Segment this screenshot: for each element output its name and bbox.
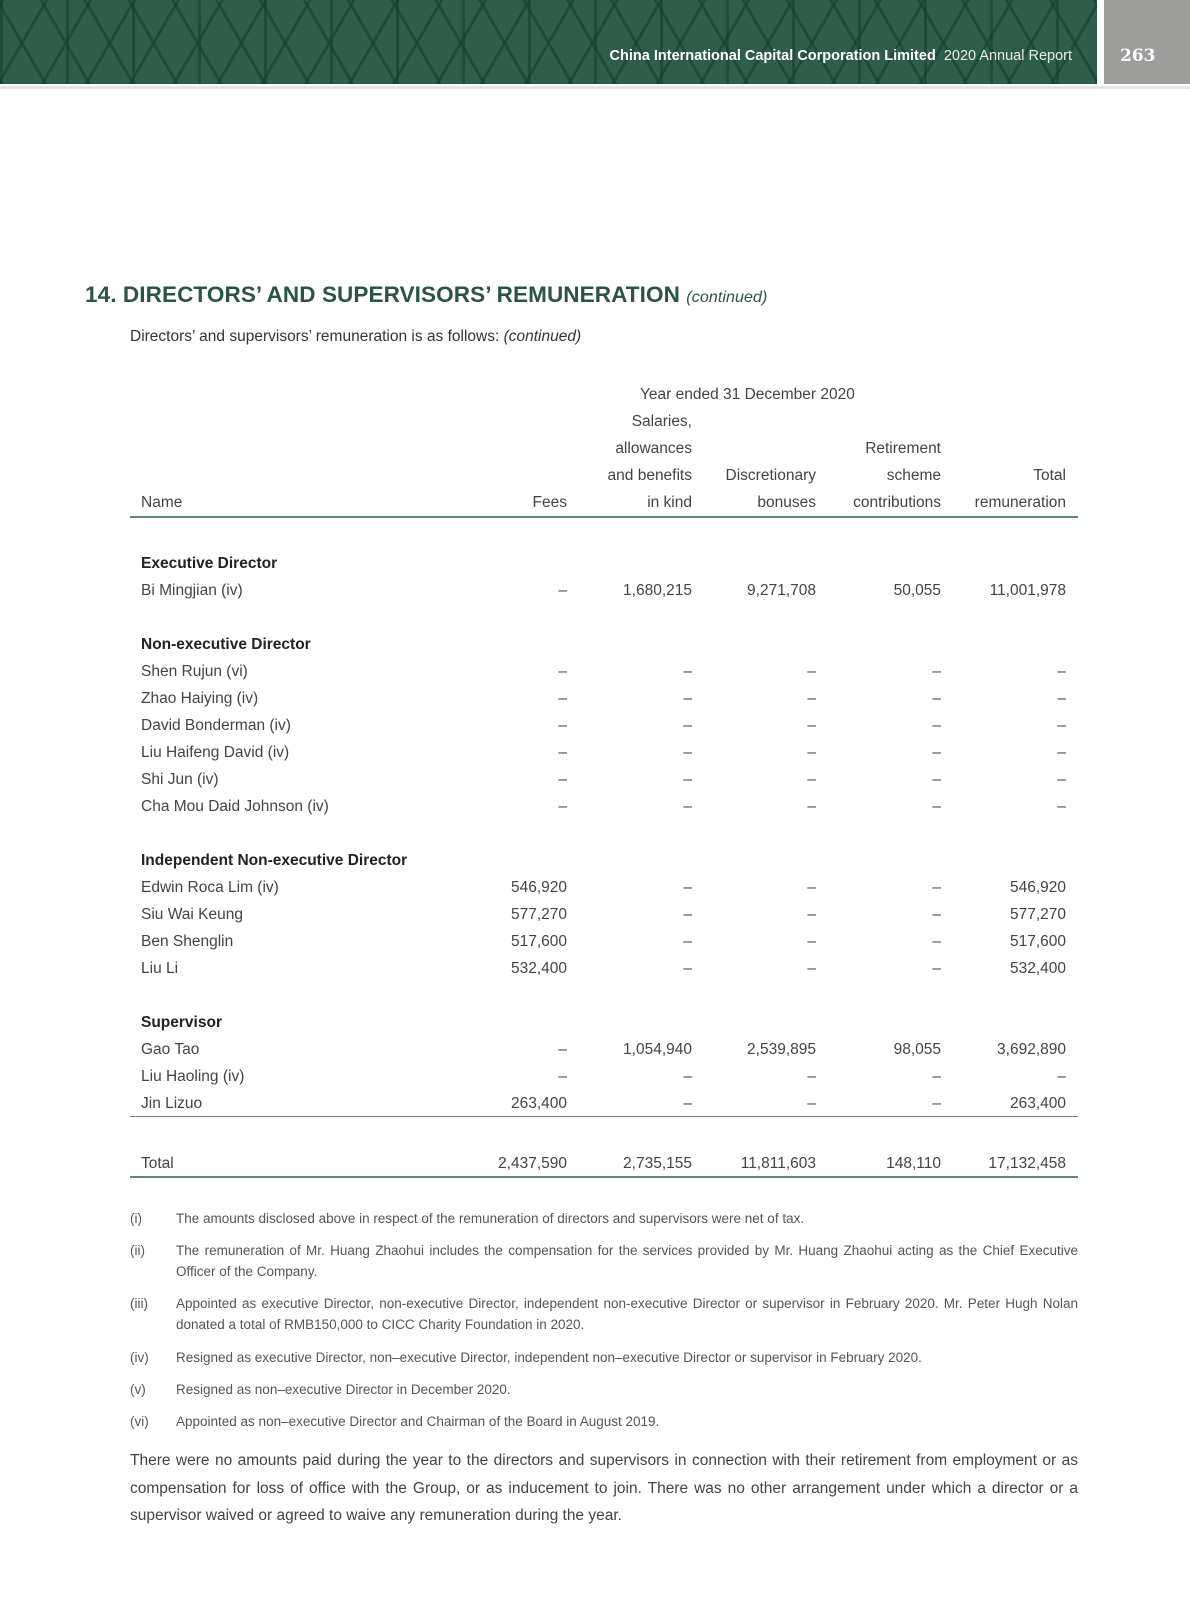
table-row	[130, 1095, 1078, 1121]
cell-bonuses: –	[807, 744, 816, 761]
cell-retirement: –	[932, 690, 941, 707]
table-row	[130, 582, 1078, 608]
footnote-text: Resigned as executive Director, non–executive Director, independent non–executive Director or supervisor in February 2020.	[176, 1350, 922, 1365]
row-name: Shen Rujun (vi)	[141, 663, 248, 680]
cell-bonuses: –	[807, 1095, 816, 1112]
page-number: 263	[1120, 46, 1156, 66]
cell-fees: 517,600	[510, 933, 567, 950]
footnote	[130, 1347, 1078, 1368]
cell-salaries: –	[683, 933, 692, 950]
footnote-text: The remuneration of Mr. Huang Zhaohui includes the compensation for the services provided by Mr. Huang Zhaohui acting as the Chief Executive Officer of the Company.	[176, 1243, 1078, 1279]
cell-bonuses: –	[807, 663, 816, 680]
cell-bonuses: –	[807, 690, 816, 707]
footnote-text: Appointed as executive Director, non-executive Director, independent non-executive Director or supervisor in February 2020. Mr. Peter Hugh Nolan donated a total of RMB150,000 to CICC Charity Foundation in 2020.	[176, 1296, 1078, 1332]
cell-fees: –	[558, 1041, 567, 1058]
col-header-total-1: Total	[1033, 467, 1066, 484]
total-salaries: 2,735,155	[623, 1155, 692, 1172]
total-label: Total	[141, 1155, 174, 1172]
running-header	[610, 48, 1072, 64]
total-retirement: 148,110	[886, 1155, 941, 1172]
footnote-number: (i)	[130, 1211, 142, 1226]
group-title-non-executive: Non-executive Director	[141, 636, 311, 653]
cell-salaries: –	[683, 690, 692, 707]
col-header-retirement-2: scheme	[886, 467, 941, 484]
table-row	[130, 879, 1078, 905]
cell-total: 517,600	[1009, 933, 1066, 950]
intro-main: Directors’ and supervisors’ remuneration is as follows:	[130, 328, 504, 345]
cell-retirement: –	[932, 960, 941, 977]
cell-bonuses: –	[807, 717, 816, 734]
cell-bonuses: –	[807, 960, 816, 977]
footnote	[130, 1240, 1078, 1282]
row-name: Edwin Roca Lim (iv)	[141, 879, 279, 896]
cell-fees: 263,400	[510, 1095, 567, 1112]
header-rule	[130, 516, 1078, 518]
company-name: China International Capital Corporation Limited	[609, 48, 936, 64]
total-bonuses: 11,811,603	[740, 1155, 816, 1172]
cell-retirement: –	[932, 798, 941, 815]
cell-salaries: –	[683, 771, 692, 788]
cell-total: 3,692,890	[997, 1041, 1066, 1058]
total-rule	[130, 1176, 1078, 1178]
col-header-name: Name	[141, 494, 183, 511]
table-row	[130, 717, 1078, 743]
cell-salaries: –	[683, 744, 692, 761]
table-row	[130, 1041, 1078, 1067]
col-header-salaries-4: in kind	[647, 494, 692, 511]
row-name: Shi Jun (iv)	[141, 771, 219, 788]
group-title-supervisor: Supervisor	[141, 1014, 222, 1031]
cell-salaries: –	[683, 1068, 692, 1085]
table-row	[130, 798, 1078, 824]
table-row	[130, 663, 1078, 689]
footnote-text: Resigned as non–executive Director in December 2020.	[176, 1382, 511, 1397]
cell-fees: 546,920	[510, 879, 567, 896]
cell-bonuses: 9,271,708	[747, 582, 816, 599]
cell-fees: –	[558, 798, 567, 815]
col-header-total-2: remuneration	[974, 494, 1066, 511]
cell-salaries: –	[683, 717, 692, 734]
group-title-executive: Executive Director	[141, 555, 278, 572]
cell-fees: –	[558, 744, 567, 761]
cell-fees: –	[558, 1068, 567, 1085]
row-name: Ben Shenglin	[141, 933, 234, 950]
cell-retirement: –	[932, 771, 941, 788]
cell-retirement: –	[932, 1068, 941, 1085]
footnote	[130, 1293, 1078, 1335]
col-header-retirement-3: contributions	[853, 494, 941, 511]
cell-bonuses: –	[807, 879, 816, 896]
cell-retirement: 50,055	[893, 582, 941, 599]
cell-salaries: –	[683, 798, 692, 815]
table-row	[130, 906, 1078, 932]
footnote-number: (ii)	[130, 1243, 145, 1258]
cell-total: –	[1057, 771, 1066, 788]
row-name: Liu Haifeng David (iv)	[141, 744, 290, 761]
cell-total: 532,400	[1009, 960, 1066, 977]
cell-total: –	[1057, 798, 1066, 815]
row-name: Liu Haoling (iv)	[141, 1068, 245, 1085]
footnote	[130, 1208, 1078, 1229]
row-name: Siu Wai Keung	[141, 906, 243, 923]
cell-bonuses: 2,539,895	[747, 1041, 816, 1058]
cell-fees: –	[558, 717, 567, 734]
cell-fees: –	[558, 582, 567, 599]
footnote-number: (v)	[130, 1382, 146, 1397]
section-title	[85, 282, 767, 308]
cell-fees: –	[558, 771, 567, 788]
col-header-salaries-3: and benefits	[607, 467, 692, 484]
cell-total: –	[1057, 717, 1066, 734]
cell-bonuses: –	[807, 1068, 816, 1085]
col-header-bonuses-2: bonuses	[757, 494, 816, 511]
cell-total: 11,001,978	[989, 582, 1066, 599]
cell-salaries: –	[683, 906, 692, 923]
cell-bonuses: –	[807, 798, 816, 815]
footnote-number: (vi)	[130, 1414, 149, 1429]
col-header-fees: Fees	[532, 494, 567, 511]
footnote-text: The amounts disclosed above in respect of the remuneration of directors and supervisors were net of tax.	[176, 1211, 805, 1226]
cell-retirement: –	[932, 879, 941, 896]
cell-retirement: –	[932, 933, 941, 950]
cell-total: –	[1057, 1068, 1066, 1085]
col-header-bonuses-1: Discretionary	[725, 467, 816, 484]
cell-total: –	[1057, 690, 1066, 707]
cell-total: –	[1057, 663, 1066, 680]
intro-text	[130, 328, 581, 346]
table-row	[130, 933, 1078, 959]
row-name: Bi Mingjian (iv)	[141, 582, 243, 599]
row-name: Cha Mou Daid Johnson (iv)	[141, 798, 329, 815]
page-number-box	[1104, 0, 1190, 84]
cell-salaries: –	[683, 879, 692, 896]
cell-retirement: –	[932, 1095, 941, 1112]
table-row	[130, 744, 1078, 770]
group-title-independent: Independent Non-executive Director	[141, 852, 408, 869]
closing-paragraph: There were no amounts paid during the year to the directors and supervisors in connection with their retirement from employment or as compensation for loss of office with the Group, or as inducement to join. There was no other arrangement under which a director or a supervisor waived or agreed to waive any remuneration during the year.	[130, 1452, 1078, 1524]
subtotal-rule	[130, 1116, 1078, 1117]
col-header-salaries-1: Salaries,	[631, 413, 692, 430]
cell-fees: 577,270	[510, 906, 567, 923]
section-title-suffix: (continued)	[686, 289, 768, 306]
cell-total: 546,920	[1009, 879, 1066, 896]
total-fees: 2,437,590	[498, 1155, 567, 1172]
table-row	[130, 960, 1078, 986]
cell-salaries: 1,054,940	[623, 1041, 692, 1058]
row-name: Liu Li	[141, 960, 179, 977]
cell-salaries: –	[683, 663, 692, 680]
cell-retirement: –	[932, 717, 941, 734]
cell-bonuses: –	[807, 771, 816, 788]
report-name: 2020 Annual Report	[943, 48, 1072, 64]
header-divider	[0, 86, 1190, 89]
cell-salaries: –	[683, 1095, 692, 1112]
footnote-number: (iv)	[130, 1350, 149, 1365]
cell-retirement: –	[932, 744, 941, 761]
cell-fees: 532,400	[510, 960, 567, 977]
footnote-number: (iii)	[130, 1296, 148, 1311]
row-name: David Bonderman (iv)	[141, 717, 291, 734]
cell-retirement: –	[932, 906, 941, 923]
cell-retirement: –	[932, 663, 941, 680]
table-period: Year ended 31 December 2020	[640, 386, 855, 403]
footnote	[130, 1411, 1078, 1432]
table-row	[130, 690, 1078, 716]
col-header-salaries-2: allowances	[615, 440, 692, 457]
total-total: 17,132,458	[988, 1155, 1066, 1172]
row-name: Gao Tao	[141, 1041, 200, 1058]
cell-bonuses: –	[807, 906, 816, 923]
row-name: Zhao Haiying (iv)	[141, 690, 259, 707]
cell-total: 577,270	[1009, 906, 1066, 923]
cell-bonuses: –	[807, 933, 816, 950]
cell-retirement: 98,055	[893, 1041, 941, 1058]
cell-fees: –	[558, 690, 567, 707]
table-row	[130, 771, 1078, 797]
row-name: Jin Lizuo	[141, 1095, 203, 1112]
cell-salaries: –	[683, 960, 692, 977]
cell-total: 263,400	[1009, 1095, 1066, 1112]
header-banner	[0, 0, 1097, 84]
cell-fees: –	[558, 663, 567, 680]
cell-salaries: 1,680,215	[623, 582, 692, 599]
col-header-retirement-1: Retirement	[865, 440, 941, 457]
table-row	[130, 1068, 1078, 1094]
intro-suffix: (continued)	[503, 328, 582, 345]
cell-total: –	[1057, 744, 1066, 761]
footnote	[130, 1379, 1078, 1400]
section-title-text: 14. DIRECTORS’ AND SUPERVISORS’ REMUNERATION	[85, 282, 680, 307]
footnote-text: Appointed as non–executive Director and Chairman of the Board in August 2019.	[176, 1414, 660, 1429]
